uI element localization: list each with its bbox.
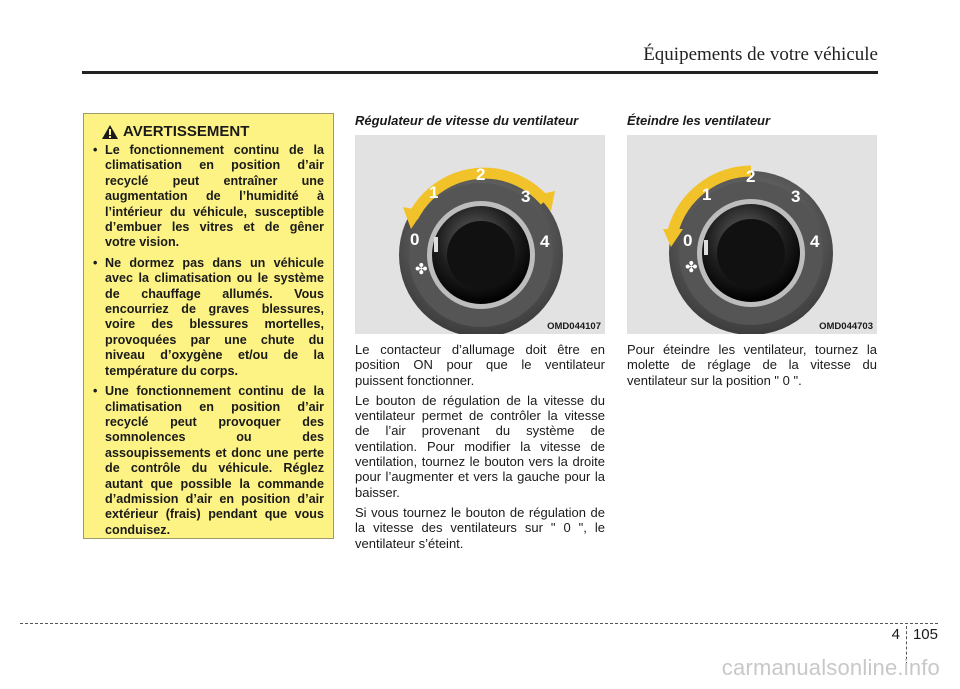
footer-rule [20,623,938,624]
fan-icon: ✤ [685,259,698,276]
dial-label-2: 2 [746,167,756,186]
dial-label-0: 0 [683,231,693,250]
dial-label-1: 1 [429,183,439,202]
warning-box [83,113,334,539]
dial-label-3: 3 [521,187,531,206]
page-header-title: Équipements de votre véhicule [643,44,878,65]
section-body [355,342,605,551]
paragraph: Le bouton de régulation de la vitesse du ventilateur permet de contrôler la vitesse de l’air provenant du système de ventilation. Pour modifier la vitesse de ventilation, tournez le bouton vers la droite pour l’augmenter et vers la gauche pour la baisser. [355,392,605,500]
chapter-number: 4 [891,626,900,643]
page-number-value: 105 [912,626,938,643]
fan-speed-dial-figure [355,135,605,334]
warning-triangle-icon [101,124,119,140]
fan-off-dial-figure [627,135,877,334]
section-title: Éteindre les ventilateur [627,113,771,128]
fan-icon: ✤ [415,261,428,278]
dial-label-0: 0 [410,230,420,249]
section-fan-speed [355,113,605,556]
dial-label-4: 4 [540,232,550,251]
fan-dial-off-illustration [627,135,877,334]
dial-label-2: 2 [476,165,486,184]
section-turn-off [627,113,877,393]
watermark: carmanualsonline.info [721,655,940,680]
warning-title: AVERTISSEMENT [123,123,250,140]
warning-heading [101,123,324,140]
dial-label-1: 1 [702,185,712,204]
dial-label-3: 3 [791,187,801,206]
warning-item: • Une fonctionnement continu de la climatisation en position d’air recyclé peut provoquer des somnolences ou des assoupissements et donc une perte de contrôle du véhicule. Réglez autant que possible la commande d’admission d’air en position d’air extérieur (frais) pendant que vous conduisez. [93,384,324,537]
paragraph: Si vous tournez le bouton de régulation de la vitesse des ventilateurs sur " 0 ", le ventilateur s’éteint. [355,504,605,551]
warning-item: • Ne dormez pas dans un véhicule avec la climatisation ou le système de chauffage allumés. Vous encourriez de graves blessures, voire des blessures mortelles, provoquées par une chute du niveau d’oxygène et/ou de la température du corps. [93,255,324,378]
header-rule [82,71,878,74]
dial-label-4: 4 [810,232,820,251]
warning-list [93,143,324,538]
figure-code: OMD044107 [547,321,601,332]
paragraph: Le contacteur d’allumage doit être en position ON pour que le ventilateur puissent fonctionner. [355,342,605,388]
section-body [627,342,877,388]
figure-code: OMD044703 [819,321,873,332]
warning-item: • Le fonctionnement continu de la climatisation en position d’air recyclé peut entraîner une augmentation de l’humidité à l’intérieur du véhicule, susceptible d’embuer les vitres et de gêner votre vision. [93,143,324,250]
paragraph: Pour éteindre les ventilateur, tournez la molette de réglage de la vitesse du ventilateur sur la position " 0 ". [627,342,877,388]
section-title: Régulateur de vitesse du ventilateur [355,113,579,128]
